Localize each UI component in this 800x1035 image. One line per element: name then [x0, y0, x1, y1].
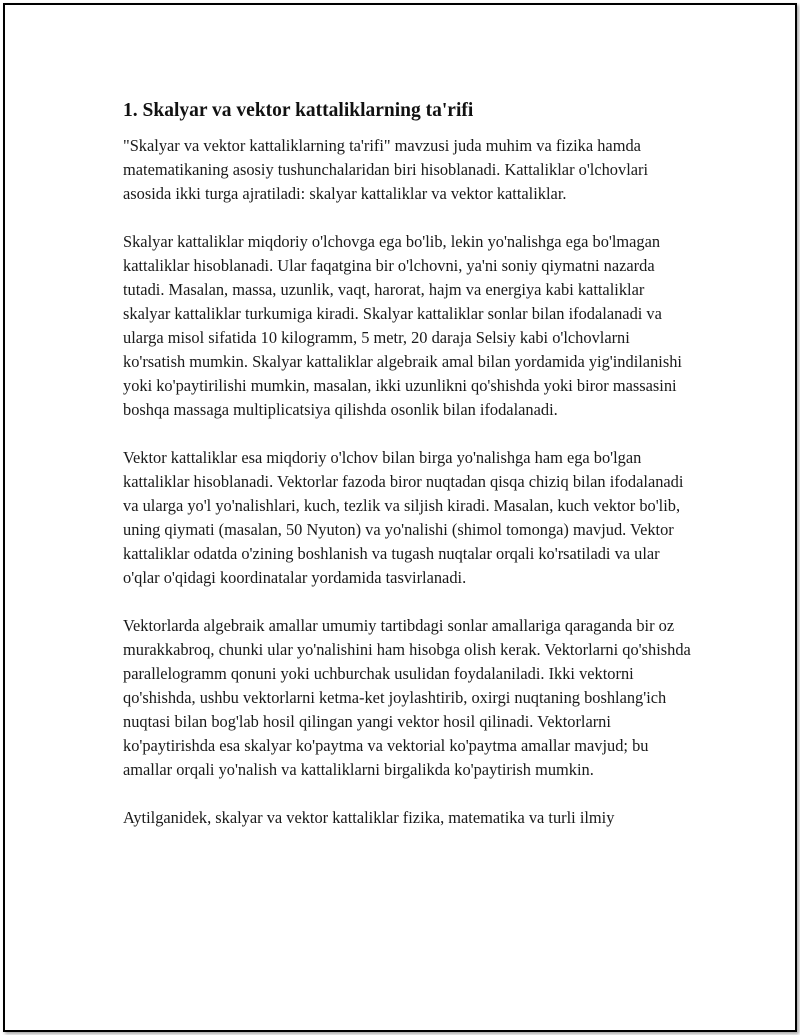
paragraph-vector: Vektor kattaliklar esa miqdoriy o'lchov bilan birga yo'nalishga ham ega bo'lgan kattaliklar hisoblanadi. Vektorlar fazoda biror nuqtadan qisqa chiziq bilan ifodalanadi va ularga yo'l yo'nalishlari, kuch, tezlik va siljish kiradi. Masalan, kuch vektor bo'lib, uning qiymati (masalan, 50 Nyuton) va yo'nalishi (shimol tomonga) mavjud. Vektor kattaliklar odatda o'zining boshlanish va tugash nuqtalar orqali ko'rsatiladi va ular o'qlar o'qidagi koordinatalar yordamida tasvirlanadi.	[123, 448, 684, 587]
section-heading: 1. Skalyar va vektor kattaliklarning ta'rifi	[123, 100, 474, 121]
document-body	[123, 97, 693, 854]
document-page	[3, 3, 797, 1032]
paragraph-vector-operations: Vektorlarda algebraik amallar umumiy tartibdagi sonlar amallariga qaraganda bir oz murakkabroq, chunki ular yo'nalishini ham hisobga olish kerak. Vektorlarni qo'shishda parallelogramm qonuni yoki uchburchak usulidan foydalaniladi. Ikki vektorni qo'shishda, ushbu vektorlarni ketma-ket joylashtirib, oxirgi nuqtaning boshlang'ich nuqtasi bilan bog'lab hosil qilingan yangi vektor hosil qilinadi. Vektorlarni ko'paytirishda esa skalyar ko'paytma va vektorial ko'paytma amallar mavjud; bu amallar orqali yo'nalish va kattaliklarni birgalikda ko'paytirish mumkin.	[123, 616, 691, 779]
paragraph-conclusion: Aytilganidek, skalyar va vektor kattaliklar fizika, matematika va turli ilmiy	[123, 808, 615, 827]
paragraph-scalar: Skalyar kattaliklar miqdoriy o'lchovga ega bo'lib, lekin yo'nalishga ega bo'lmagan kattaliklar hisoblanadi. Ular faqatgina bir o'lchovni, ya'ni soniy qiymatni nazarda tutadi. Masalan, massa, uzunlik, vaqt, harorat, hajm va energiya kabi kattaliklar skalyar kattaliklar turkumiga kiradi. Skalyar kattaliklar sonlar bilan ifodalanadi va ularga misol sifatida 10 kilogramm, 5 metr, 20 daraja Selsiy kabi o'lchovlarni ko'rsatish mumkin. Skalyar kattaliklar algebraik amal bilan yordamida yig'indilanishi yoki ko'paytirilishi mumkin, masalan, ikki uzunlikni qo'shishda yoki biror massasini boshqa massaga multiplicatsiya qilishda osonlik bilan ifodalanadi.	[123, 232, 682, 419]
paragraph-intro: "Skalyar va vektor kattaliklarning ta'rifi" mavzusi juda muhim va fizika hamda matematikaning asosiy tushunchalaridan biri hisoblanadi. Kattaliklar o'lchovlari asosida ikki turga ajratiladi: skalyar kattaliklar va vektor kattaliklar.	[123, 136, 649, 203]
